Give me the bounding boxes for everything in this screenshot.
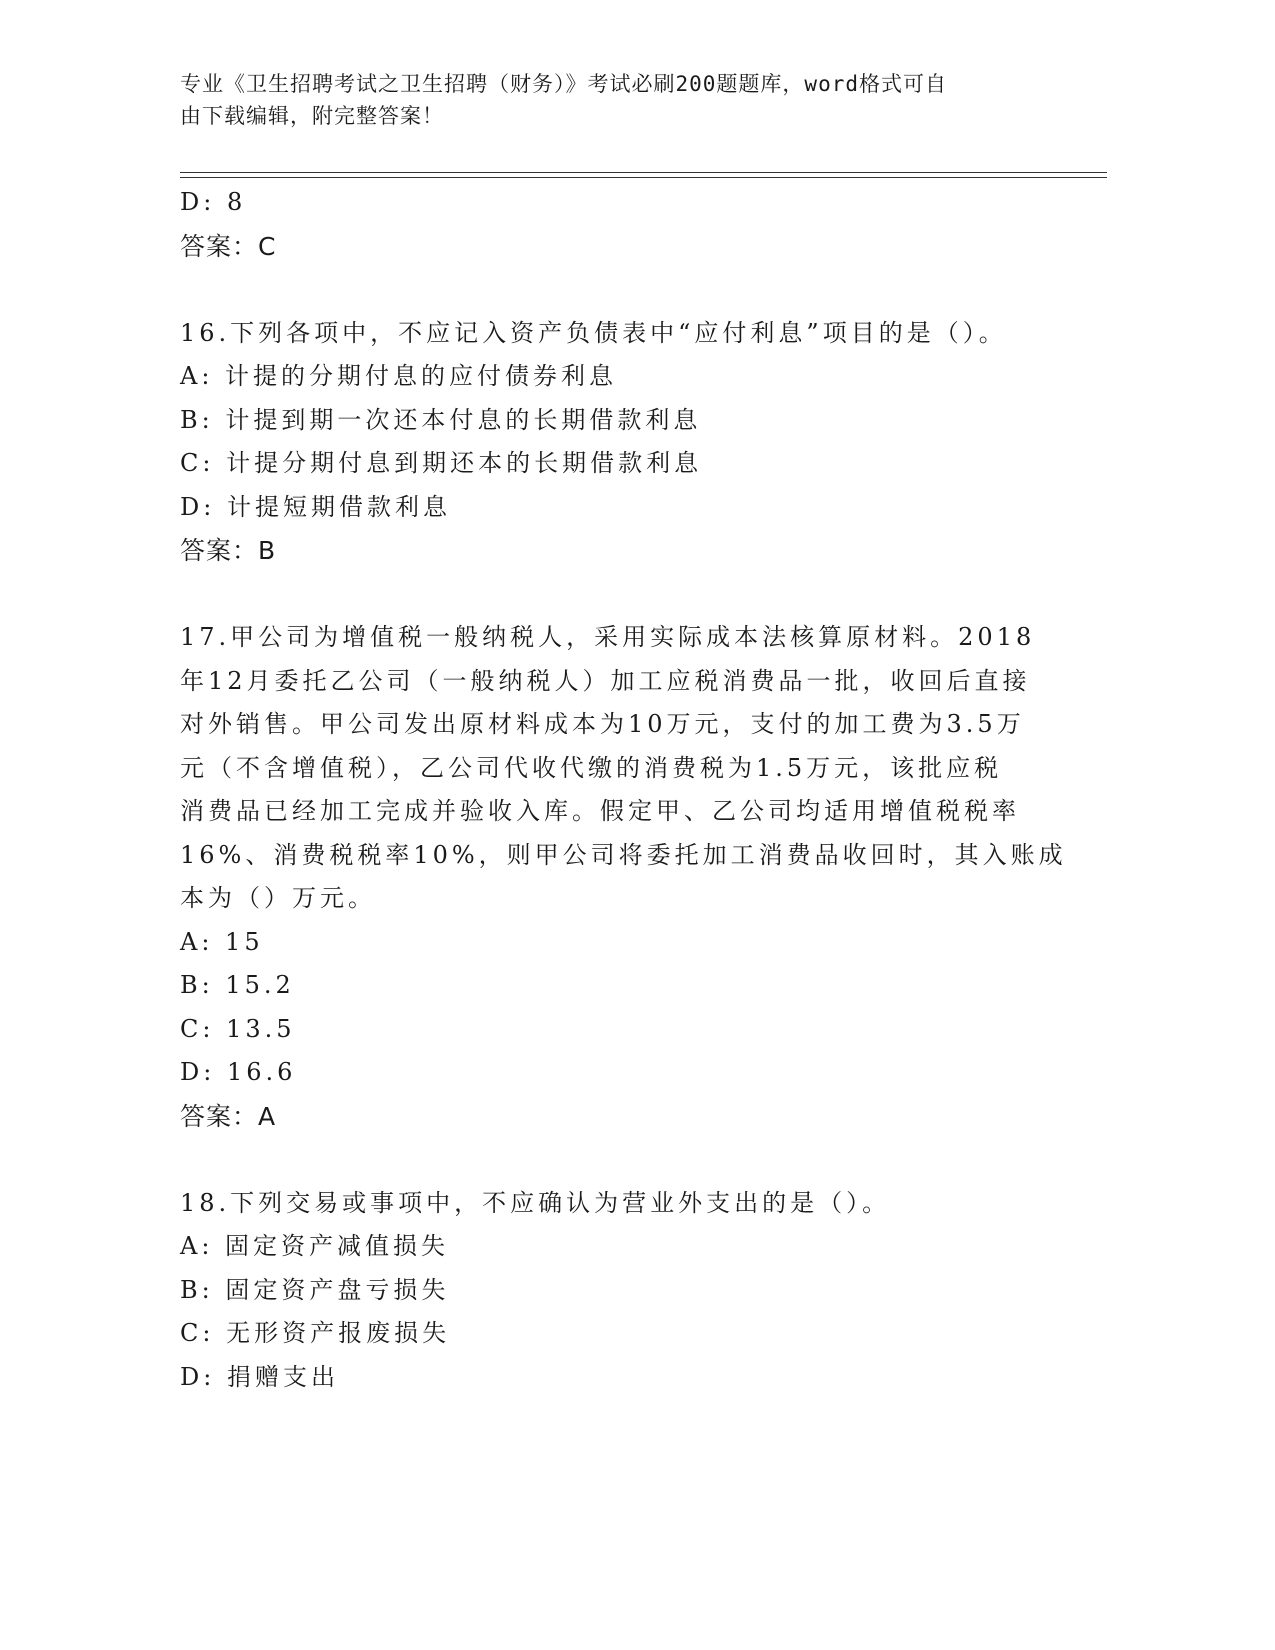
spacer xyxy=(180,573,1040,617)
answer-label: 答案：C xyxy=(180,231,277,261)
question-17-stem xyxy=(180,616,1067,921)
question-18-stem: 18.下列交易或事项中，不应确认为营业外支出的是（）。 xyxy=(180,1188,891,1217)
question-17-option-c: C: 13.5 xyxy=(180,1014,296,1043)
question-16-answer: 答案：B xyxy=(180,536,277,565)
question-18-option-a: A: 固定资产减值损失 xyxy=(180,1232,450,1260)
header-divider-top xyxy=(180,172,1107,173)
question-17-stem-line: 消费品已经加工完成并验收入库。假定甲、乙公司均适用增值税税率 xyxy=(180,797,1020,825)
spacer xyxy=(180,1138,1040,1182)
document-header xyxy=(180,68,1050,132)
question-17-stem-line: 年12月委托乙公司（一般纳税人）加工应税消费品一批，收回后直接 xyxy=(180,666,1031,695)
header-line-1: 专业《卫生招聘考试之卫生招聘（财务）》考试必刷200题题库，word格式可自 xyxy=(180,72,947,96)
option-d: D: 8 xyxy=(180,188,247,216)
question-16-option-b: B: 计提到期一次还本付息的长期借款利息 xyxy=(180,405,702,434)
question-16-option-a: A: 计提的分期付息的应付债券利息 xyxy=(180,362,618,390)
document-body xyxy=(180,181,1067,1399)
question-17-stem-line: 16%、消费税税率10%，则甲公司将委托加工消费品收回时，其入账成 xyxy=(180,840,1067,869)
question-17-option-b: B: 15.2 xyxy=(180,971,295,999)
question-18-option-b: B: 固定资产盘亏损失 xyxy=(180,1275,450,1304)
question-17-stem-line: 本为（）万元。 xyxy=(180,884,376,912)
header-divider-bottom xyxy=(180,177,1107,178)
spacer xyxy=(180,268,1040,312)
header-line-2: 由下载编辑，附完整答案！ xyxy=(180,104,444,128)
question-17-stem-line: 对外销售。甲公司发出原材料成本为10万元，支付的加工费为3.5万 xyxy=(180,710,1025,738)
question-18-option-c: C: 无形资产报废损失 xyxy=(180,1319,451,1347)
question-18-option-d: D: 捐赠支出 xyxy=(180,1362,339,1391)
question-17-option-a: A: 15 xyxy=(180,927,264,956)
question-17-option-d: D: 16.6 xyxy=(180,1058,297,1086)
question-17-stem-line: 17.甲公司为增值税一般纳税人，采用实际成本法核算原材料。2018 xyxy=(180,623,1036,651)
question-16-option-d: D: 计提短期借款利息 xyxy=(180,492,451,521)
question-16-option-c: C: 计提分期付息到期还本的长期借款利息 xyxy=(180,449,703,477)
question-16-stem: 16.下列各项中，不应记入资产负债表中“应付利息”项目的是（）。 xyxy=(180,318,1007,347)
question-17-stem-line: 元（不含增值税），乙公司代收代缴的消费税为1.5万元，该批应税 xyxy=(180,753,1003,782)
question-17-answer: 答案：A xyxy=(180,1101,277,1131)
